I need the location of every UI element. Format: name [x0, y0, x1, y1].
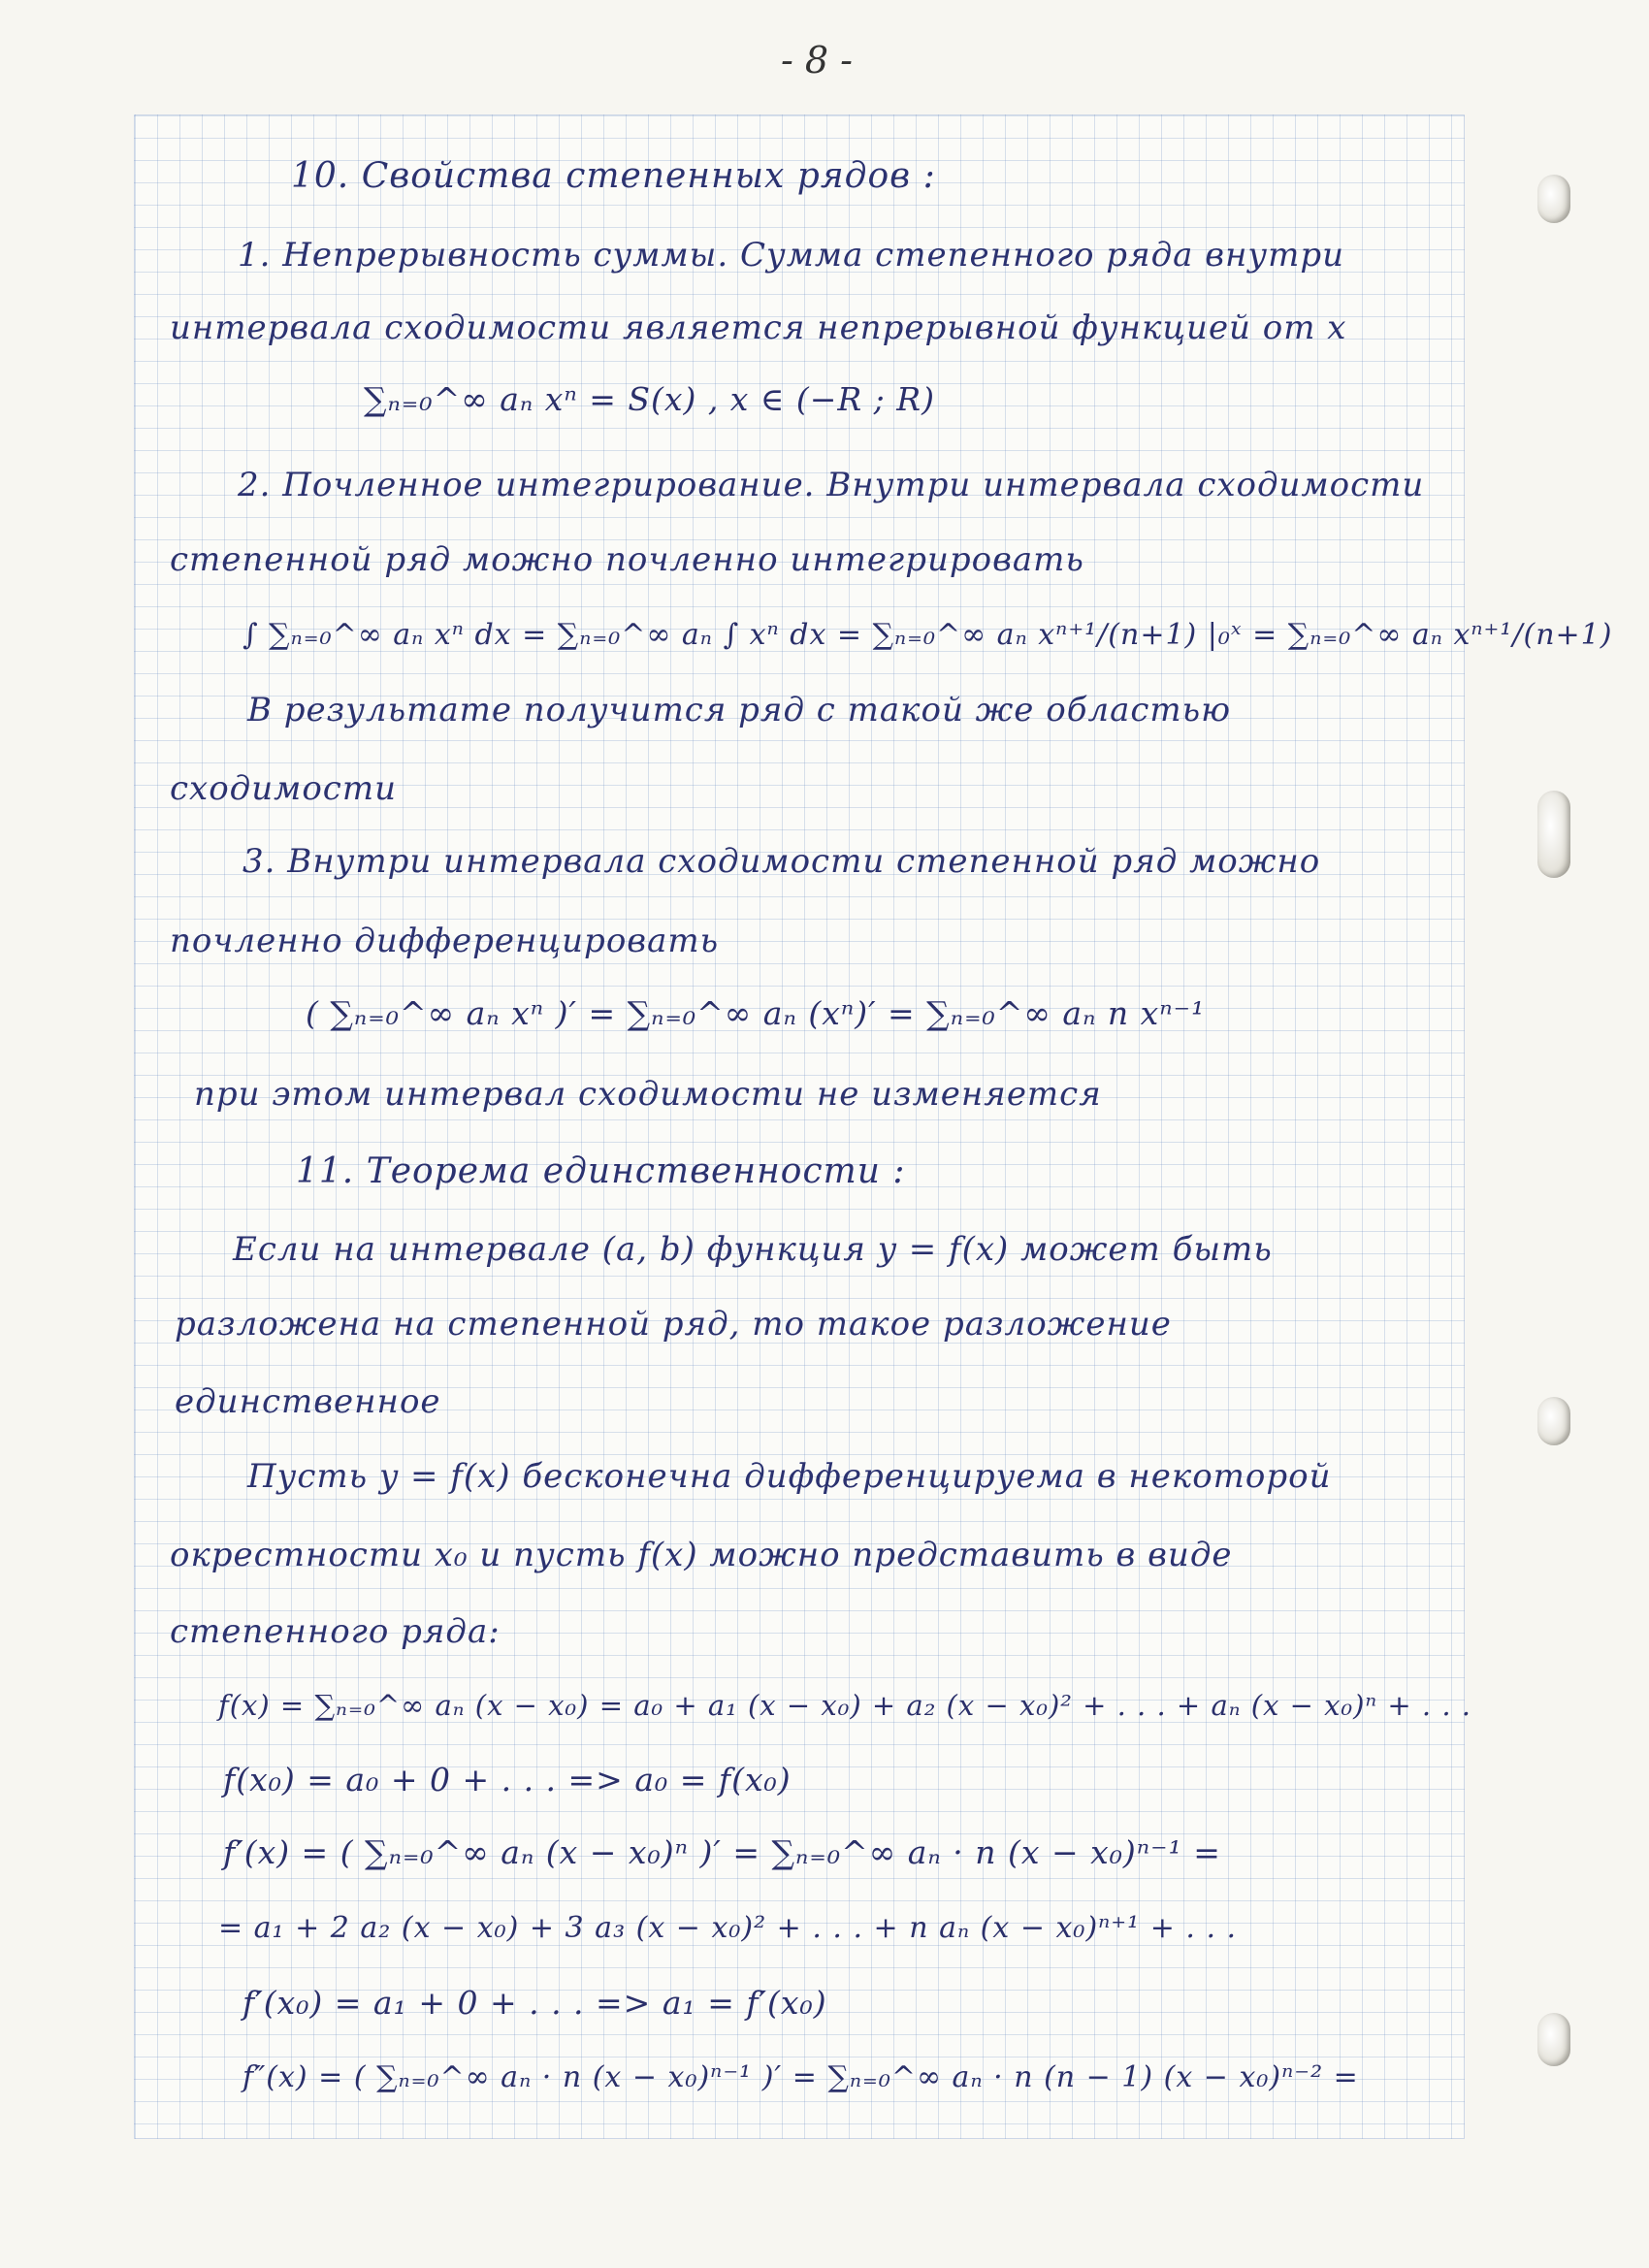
formula-a1: f′(x₀) = a₁ + 0 + . . . => a₁ = f′(x₀): [242, 1984, 827, 2022]
formula-sum-continuity: ∑ₙ₌₀^∞ aₙ xⁿ = S(x) , x ∈ (−R ; R): [364, 380, 936, 418]
text-line: разложена на степенной ряд, то такое разложение: [175, 1305, 1172, 1344]
formula-first-derivative: f′(x) = ( ∑ₙ₌₀^∞ aₙ (x − x₀)ⁿ )′ = ∑ₙ₌₀^∞ aₙ · n (x − x₀)ⁿ⁻¹ =: [223, 1833, 1221, 1871]
page-number: - 8 -: [781, 39, 854, 81]
binder-hole-3: [1537, 1397, 1570, 1445]
text-line: единственное: [175, 1382, 441, 1421]
section-heading-11: 11. Теорема единственности :: [296, 1151, 906, 1191]
text-line: интервала сходимости является непрерывной функцией от x: [170, 308, 1347, 347]
binder-hole-4: [1537, 2013, 1570, 2066]
text-line: 1. Непрерывность суммы. Сумма степенного ряда внутри: [238, 236, 1345, 275]
text-line: Если на интервале (a, b) функция y = f(x) может быть: [233, 1230, 1273, 1269]
formula-series-expansion: f(x) = ∑ₙ₌₀^∞ aₙ (x − x₀) = a₀ + a₁ (x − x₀) + a₂ (x − x₀)² + . . . + aₙ (x − x₀)ⁿ + . . .: [218, 1689, 1471, 1722]
text-line: Пусть y = f(x) бесконечна дифференцируема в некоторой: [247, 1457, 1332, 1496]
text-line: степенного ряда:: [170, 1612, 501, 1651]
text-line: окрестности x₀ и пусть f(x) можно представить в виде: [170, 1536, 1233, 1574]
binder-hole-1: [1537, 175, 1570, 223]
formula-first-derivative-expanded: = a₁ + 2 a₂ (x − x₀) + 3 a₃ (x − x₀)² + . . . + n aₙ (x − x₀)ⁿ⁺¹ + . . .: [218, 1911, 1238, 1945]
section-heading-10: 10. Свойства степенных рядов :: [291, 156, 936, 196]
text-line: сходимости: [170, 769, 397, 808]
formula-term-integration: ∫ ∑ₙ₌₀^∞ aₙ xⁿ dx = ∑ₙ₌₀^∞ aₙ ∫ xⁿ dx = ∑ₙ₌₀^∞ aₙ xⁿ⁺¹/(n+1) |₀ˣ = ∑ₙ₌₀^∞ aₙ xⁿ⁺¹/(n+1): [242, 618, 1613, 652]
text-line: при этом интервал сходимости не изменяется: [194, 1075, 1102, 1114]
text-line: 3. Внутри интервала сходимости степенной ряд можно: [242, 842, 1321, 881]
text-line: В результате получится ряд с такой же областью: [247, 691, 1232, 729]
binder-hole-2: [1537, 791, 1570, 878]
text-line: степенной ряд можно почленно интегрировать: [170, 540, 1084, 579]
text-line: 2. Почленное интегрирование. Внутри интервала сходимости: [238, 466, 1425, 504]
formula-a0: f(x₀) = a₀ + 0 + . . . => a₀ = f(x₀): [223, 1761, 792, 1798]
formula-term-differentiation: ( ∑ₙ₌₀^∞ aₙ xⁿ )′ = ∑ₙ₌₀^∞ aₙ (xⁿ)′ = ∑ₙ₌₀^∞ aₙ n xⁿ⁻¹: [306, 994, 1206, 1032]
text-line: почленно дифференцировать: [170, 922, 720, 960]
formula-second-derivative: f″(x) = ( ∑ₙ₌₀^∞ aₙ · n (x − x₀)ⁿ⁻¹ )′ = ∑ₙ₌₀^∞ aₙ · n (n − 1) (x − x₀)ⁿ⁻² =: [242, 2060, 1359, 2094]
